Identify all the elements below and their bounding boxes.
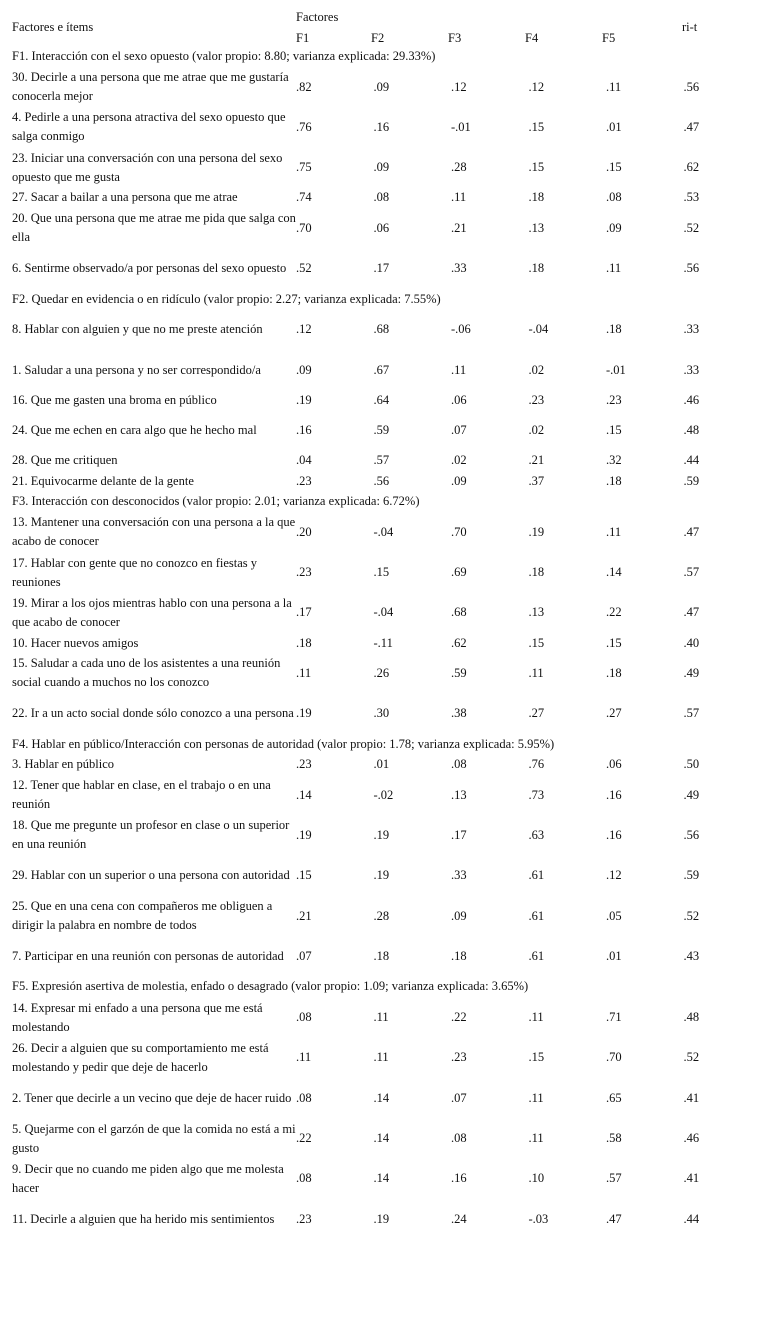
item-label: 7. Participar en una reunión con personas de autoridad (12, 948, 284, 963)
item-total-correlation: .33 (683, 322, 700, 337)
loading-f1: .76 (296, 119, 312, 134)
loading-f5: .11 (606, 79, 622, 94)
loading-f2: .17 (373, 261, 390, 276)
item-label: 3. Hablar en público (12, 757, 115, 772)
item-total-correlation: .56 (683, 827, 700, 842)
item-label: 9. Decir que no cuando me piden algo que me molesta hacer (12, 1161, 284, 1195)
loading-f4: .21 (528, 453, 545, 468)
loading-f2: .59 (373, 423, 390, 438)
item-total-correlation: .50 (683, 757, 700, 772)
item-total-correlation: .41 (683, 1171, 700, 1186)
item-label: 22. Ir a un acto social donde sólo conozco a una persona (12, 706, 294, 721)
loading-f4: .13 (528, 605, 545, 620)
item-label: 14. Expresar mi enfado a una persona que me está molestando (12, 1000, 263, 1034)
loading-f2: .16 (373, 119, 390, 134)
loading-f3: -.06 (451, 322, 471, 337)
loading-f1: .08 (296, 1171, 312, 1186)
loading-f3: .33 (451, 868, 467, 883)
loading-f3: .06 (451, 392, 467, 407)
loading-f3: .21 (451, 220, 467, 235)
loading-f5: .27 (606, 706, 622, 721)
loading-f1: .23 (296, 1211, 312, 1226)
item-label: 30. Decirle a una persona que me atrae que me gustaría conocerla mejor (12, 70, 289, 104)
factor-heading: F5. Expresión asertiva de molestia, enfado o desagrado (valor propio: 1.09; varianza explicada: 3.65%) (12, 979, 529, 994)
loading-f5: .11 (606, 261, 622, 276)
loading-f4: .18 (528, 190, 545, 205)
loading-f3: .11 (451, 190, 467, 205)
loading-f4: .02 (528, 423, 545, 438)
loading-f3: .12 (451, 79, 467, 94)
loading-f4: .11 (528, 1131, 544, 1145)
loading-f4: .11 (528, 665, 544, 680)
factor-table (12, 6, 752, 1239)
loading-f1: .12 (296, 322, 312, 337)
loading-f1: .08 (296, 1090, 312, 1105)
loading-f5: .65 (606, 1090, 622, 1105)
loading-f5: .18 (606, 473, 622, 488)
item-label: 25. Que en una cena con compañeros me obliguen a dirigir la palabra en nombre de todos (12, 899, 273, 933)
loading-f4: .23 (528, 392, 545, 407)
loading-f1: .23 (296, 757, 312, 772)
item-total-correlation: .48 (683, 1010, 700, 1025)
loading-f1: .70 (296, 220, 312, 235)
table-row (12, 653, 752, 693)
item-total-correlation: .59 (683, 473, 700, 488)
loading-f5: .16 (606, 827, 622, 842)
loading-f4: .11 (528, 1090, 544, 1105)
item-total-correlation: .46 (683, 1131, 700, 1145)
loading-f2: .06 (373, 220, 390, 235)
item-label: 1. Saludar a una persona y no ser correspondido/a (12, 362, 261, 377)
loading-f2: .15 (373, 565, 390, 580)
item-label: 18. Que me pregunte un profesor en clase o un superior en una reunión (12, 818, 290, 852)
table-row (12, 1078, 752, 1118)
item-total-correlation: .57 (683, 706, 700, 721)
loading-f3: .24 (451, 1211, 467, 1226)
item-total-correlation: .48 (683, 423, 700, 438)
item-label: 17. Hablar con gente que no conozco en fiestas y reuniones (12, 555, 258, 589)
loading-f5: .57 (606, 1171, 622, 1186)
loading-f5: .16 (606, 787, 622, 802)
item-label: 13. Mantener una conversación con una persona a la que acabo de conocer (12, 515, 296, 549)
item-label: 26. Decir a alguien que su comportamiento me está molestando y pedir que deje de hacerlo (12, 1040, 269, 1074)
loading-f1: .52 (296, 261, 312, 276)
loading-f4: .15 (528, 119, 545, 134)
loading-f3: .08 (451, 757, 467, 772)
loading-f4: .27 (528, 706, 545, 721)
table-row (12, 67, 752, 107)
loading-f4: .63 (528, 827, 545, 842)
item-total-correlation: .56 (683, 79, 700, 94)
loading-f5: .15 (606, 423, 622, 438)
item-total-correlation: .62 (683, 160, 700, 175)
loading-f2: .14 (373, 1131, 390, 1145)
loading-f4: .61 (528, 948, 545, 963)
loading-f2: .26 (373, 665, 390, 680)
loading-f3: .62 (451, 635, 467, 650)
loading-f4: -.03 (528, 1211, 549, 1226)
loading-f2: .57 (373, 453, 390, 468)
loading-f3: .07 (451, 1090, 467, 1105)
item-total-correlation: .52 (683, 908, 700, 923)
table-row (12, 775, 752, 815)
loading-f1: .16 (296, 423, 312, 438)
loading-f3: .11 (451, 362, 467, 377)
factor-heading: F1. Interacción con el sexo opuesto (valor propio: 8.80; varianza explicada: 29.33%) (12, 49, 436, 63)
loading-f2: .30 (373, 706, 390, 721)
table-row (12, 1118, 752, 1158)
loading-f3: .69 (451, 565, 467, 580)
header-factores: Factores (296, 10, 339, 24)
loading-f1: .19 (296, 706, 312, 721)
loading-f3: .02 (451, 453, 467, 468)
item-label: 4. Pedirle a una persona atractiva del sexo opuesto que salga conmigo (12, 110, 286, 144)
loading-f1: .21 (296, 908, 312, 923)
table-row (12, 1038, 752, 1078)
item-label: 29. Hablar con un superior o una persona con autoridad (12, 868, 290, 883)
loading-f1: .07 (296, 948, 312, 963)
loading-f4: .13 (528, 220, 545, 235)
factor-heading: F3. Interacción con desconocidos (valor propio: 2.01; varianza explicada: 6.72%) (12, 494, 420, 509)
loading-f2: -.11 (373, 635, 393, 650)
loading-f3: .07 (451, 423, 467, 438)
loading-f3: .08 (451, 1131, 467, 1145)
item-total-correlation: .43 (683, 948, 700, 963)
item-total-correlation: .47 (683, 605, 700, 620)
loading-f1: .19 (296, 827, 312, 842)
item-label: 23. Iniciar una conversación con una persona del sexo opuesto que me gusta (12, 150, 283, 184)
item-label: 16. Que me gasten una broma en público (12, 392, 217, 407)
loading-f3: .17 (451, 827, 467, 842)
table-row (12, 248, 752, 288)
loading-f3: .09 (451, 473, 467, 488)
item-total-correlation: .47 (683, 119, 700, 134)
loading-f2: .11 (373, 1050, 389, 1065)
table-row (12, 1159, 752, 1199)
loading-f1: .74 (296, 190, 312, 205)
loading-f1: .09 (296, 362, 312, 377)
loading-f4: .73 (528, 787, 545, 802)
loading-f3: .16 (451, 1171, 467, 1186)
item-total-correlation: .44 (683, 453, 700, 468)
table-row (12, 856, 752, 896)
loading-f4: .37 (528, 473, 545, 488)
header-f2: F2 (371, 31, 385, 45)
loading-f3: .68 (451, 605, 467, 620)
loading-f4: .19 (528, 524, 545, 539)
item-total-correlation: .52 (683, 1050, 700, 1065)
loading-f4: .12 (528, 79, 545, 94)
header-f1: F1 (296, 31, 310, 45)
item-total-correlation: .53 (683, 190, 700, 205)
table-row (12, 936, 752, 976)
table-row (12, 310, 752, 350)
loading-f2: .56 (373, 473, 390, 488)
loading-f2: .19 (373, 868, 390, 883)
loading-f5: .58 (606, 1131, 622, 1145)
loading-f2: -.04 (373, 605, 394, 620)
loading-f3: .70 (451, 524, 467, 539)
loading-f2: .11 (373, 1010, 389, 1025)
loading-f5: .71 (606, 1010, 622, 1025)
loading-f4: .61 (528, 868, 545, 883)
table-row (12, 755, 752, 775)
item-total-correlation: .46 (683, 392, 700, 407)
loading-f3: .13 (451, 787, 467, 802)
header-items: Factores e ítems (12, 20, 94, 34)
item-total-correlation: .52 (683, 220, 700, 235)
loading-f2: .67 (373, 362, 390, 377)
loading-f5: .11 (606, 524, 622, 539)
item-total-correlation: .49 (683, 665, 700, 680)
loading-f1: .23 (296, 473, 312, 488)
table-row (12, 107, 752, 147)
loading-f3: .22 (451, 1010, 467, 1025)
loading-f2: -.04 (373, 524, 394, 539)
table-row (12, 552, 752, 592)
loading-f5: .47 (606, 1211, 622, 1226)
loading-f4: .15 (528, 635, 545, 650)
loading-f5: .05 (606, 908, 622, 923)
table-row (12, 471, 752, 491)
loading-f1: .22 (296, 1131, 312, 1145)
loading-f3: .28 (451, 160, 467, 175)
loading-f1: .19 (296, 392, 312, 407)
item-total-correlation: .41 (683, 1090, 700, 1105)
loading-f1: .23 (296, 565, 312, 580)
header-f4: F4 (525, 31, 539, 45)
loading-f1: .18 (296, 635, 312, 650)
loading-f5: .06 (606, 757, 622, 772)
loading-f2: .28 (373, 908, 390, 923)
loading-f3: .33 (451, 261, 467, 276)
loading-f4: .61 (528, 908, 545, 923)
table-row (12, 208, 752, 248)
loading-f2: -.02 (373, 787, 394, 802)
item-label: 11. Decirle a alguien que ha herido mis sentimientos (12, 1211, 275, 1226)
loading-f4: .15 (528, 160, 545, 175)
loading-f4: .11 (528, 1010, 544, 1025)
loading-f1: .11 (296, 1050, 312, 1065)
loading-f5: .22 (606, 605, 622, 620)
item-label: 19. Mirar a los ojos mientras hablo con una persona a la que acabo de conocer (12, 595, 292, 629)
table-row (12, 815, 752, 855)
table-body (12, 46, 752, 1239)
table-row (12, 390, 752, 410)
loading-f2: .09 (373, 79, 390, 94)
item-label: 20. Que una persona que me atrae me pida que salga con ella (12, 211, 296, 245)
table-row (12, 350, 752, 390)
table-row (12, 1199, 752, 1239)
table-header (12, 6, 752, 46)
loading-f1: .15 (296, 868, 312, 883)
loading-f2: .19 (373, 1211, 390, 1226)
loading-f2: .64 (373, 392, 390, 407)
item-label: 8. Hablar con alguien y que no me preste atención (12, 322, 263, 337)
table-row (12, 410, 752, 450)
loading-f4: .18 (528, 261, 545, 276)
loading-f4: -.04 (528, 322, 549, 337)
loading-f4: .02 (528, 362, 545, 377)
loading-f2: .18 (373, 948, 390, 963)
item-label: 24. Que me echen en cara algo que he hecho mal (12, 423, 257, 438)
header-f3: F3 (448, 31, 462, 45)
item-label: 28. Que me critiquen (12, 453, 118, 468)
item-label: 10. Hacer nuevos amigos (12, 635, 139, 650)
loading-f5: .18 (606, 665, 622, 680)
table-row (12, 694, 752, 734)
loading-f5: .09 (606, 220, 622, 235)
loading-f5: .01 (606, 119, 622, 134)
loading-f2: .01 (373, 757, 390, 772)
loading-f4: .76 (528, 757, 545, 772)
header-rit: ri-t (682, 20, 698, 34)
item-total-correlation: .56 (683, 261, 700, 276)
loading-f5: .23 (606, 392, 622, 407)
loading-f5: .70 (606, 1050, 622, 1065)
loading-f3: .23 (451, 1050, 467, 1065)
loading-f3: .18 (451, 948, 467, 963)
loading-f3: -.01 (451, 119, 471, 134)
loading-f3: .38 (451, 706, 467, 721)
loading-f5: .14 (606, 565, 622, 580)
loading-f4: .15 (528, 1050, 545, 1065)
table-row (12, 896, 752, 936)
item-label: 27. Sacar a bailar a una persona que me atrae (12, 190, 238, 205)
table-row (12, 997, 752, 1037)
loading-f4: .10 (528, 1171, 545, 1186)
item-label: 5. Quejarme con el garzón de que la comida no está a mi gusto (12, 1121, 296, 1155)
loading-f5: .12 (606, 868, 622, 883)
loading-f1: .08 (296, 1010, 312, 1025)
item-total-correlation: .33 (683, 362, 700, 377)
table-row (12, 148, 752, 188)
loading-f2: .08 (373, 190, 390, 205)
item-total-correlation: .47 (683, 524, 700, 539)
loading-f1: .14 (296, 787, 312, 802)
loading-f5: .08 (606, 190, 622, 205)
loading-f1: .82 (296, 79, 312, 94)
item-label: 15. Saludar a cada uno de los asistentes a una reunión social cuando a muchos no los conozco (12, 656, 281, 690)
loading-f5: .32 (606, 453, 622, 468)
loading-f5: .15 (606, 635, 622, 650)
item-label: 21. Equivocarme delante de la gente (12, 473, 194, 488)
item-total-correlation: .40 (683, 635, 700, 650)
loading-f2: .19 (373, 827, 390, 842)
loading-f1: .11 (296, 665, 312, 680)
loading-f1: .17 (296, 605, 312, 620)
loading-f5: .15 (606, 160, 622, 175)
loading-f3: .59 (451, 665, 467, 680)
item-total-correlation: .59 (683, 868, 700, 883)
loading-f2: .14 (373, 1171, 390, 1186)
header-f5: F5 (602, 31, 616, 45)
loading-f1: .75 (296, 160, 312, 175)
table-row (12, 188, 752, 208)
loading-f2: .09 (373, 160, 390, 175)
loading-f5: .18 (606, 322, 622, 337)
item-label: 12. Tener que hablar en clase, en el trabajo o en una reunión (12, 778, 271, 812)
loading-f3: .09 (451, 908, 467, 923)
loading-f5: .01 (606, 948, 622, 963)
item-label: 6. Sentirme observado/a por personas del sexo opuesto (12, 261, 287, 276)
table-row (12, 633, 752, 653)
loading-f2: .14 (373, 1090, 390, 1105)
item-label: 2. Tener que decirle a un vecino que deje de hacer ruido (12, 1090, 292, 1105)
table-row (12, 593, 752, 633)
factor-heading: F2. Quedar en evidencia o en ridículo (valor propio: 2.27; varianza explicada: 7.55%) (12, 291, 441, 306)
factor-heading: F4. Hablar en público/Interacción con personas de autoridad (valor propio: 1.78; varianza explicada: 5.95%) (12, 736, 555, 751)
item-total-correlation: .57 (683, 565, 700, 580)
table-row (12, 451, 752, 471)
loading-f5: -.01 (606, 362, 626, 377)
item-total-correlation: .49 (683, 787, 700, 802)
loading-f1: .04 (296, 453, 312, 468)
loading-f2: .68 (373, 322, 390, 337)
table-row (12, 512, 752, 552)
loading-f4: .18 (528, 565, 545, 580)
loading-f1: .20 (296, 524, 312, 539)
item-total-correlation: .44 (683, 1211, 700, 1226)
